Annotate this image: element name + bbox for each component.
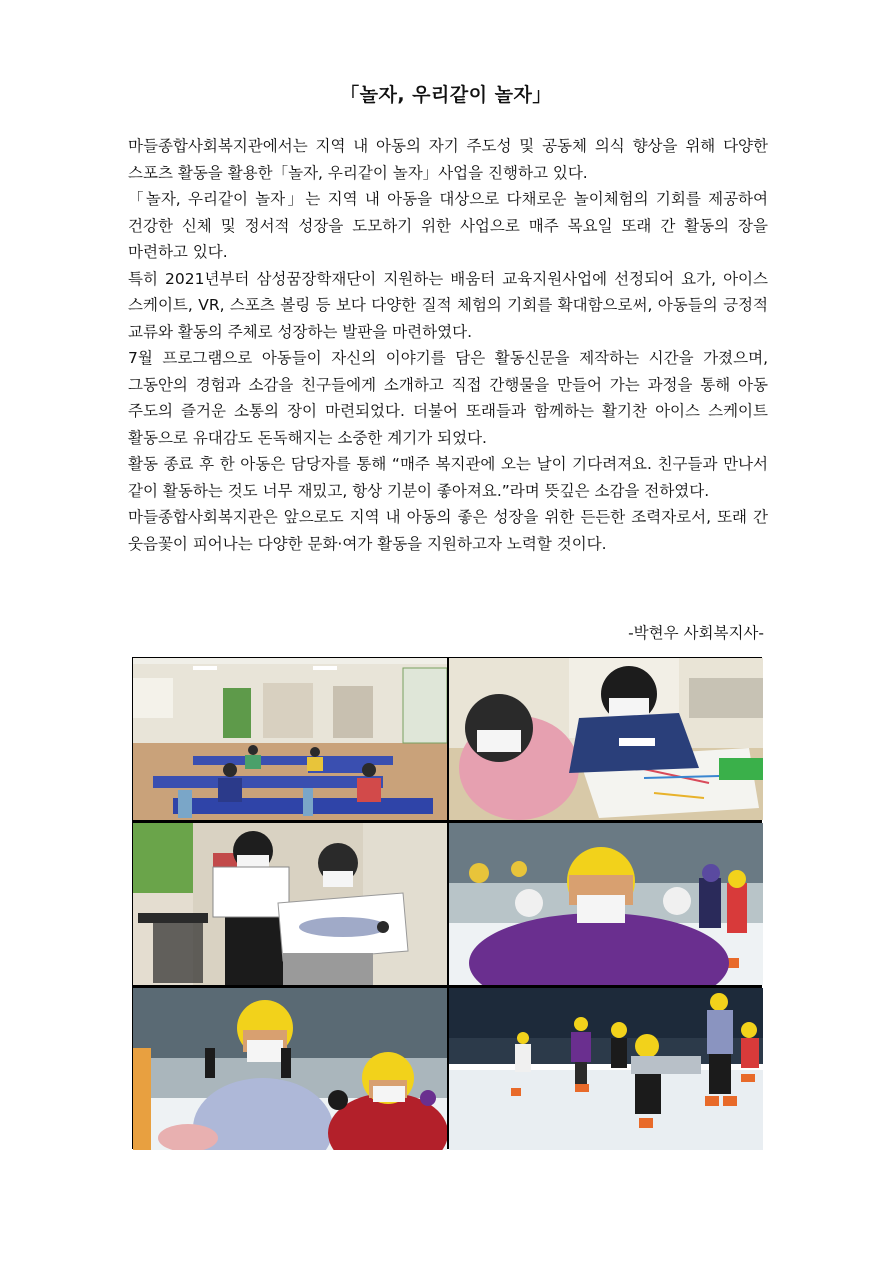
paragraph-quote: 활동 종료 후 한 아동은 담당자를 통해 “매주 복지관에 오는 날이 기다려져요. 친구들과 만나서 같이 활동하는 것도 너무 재밌고, 항상 기분이 좋아져요.”라며 뜻깊은 소감을 전하였다.: [128, 455, 768, 500]
paragraph-program: 「놀자, 우리같이 놀자」는 지역 내 아동을 대상으로 다채로운 놀이체험의 기회를 제공하여 건강한 신체 및 정서적 성장을 도모하기 위한 사업으로 매주 목요일 또래 간 활동의 장을 마련하고 있다.: [128, 190, 768, 261]
yoga-class-photo: [133, 658, 447, 820]
ice-rink-skating-group-photo: [449, 988, 763, 1150]
author-signature: -박현우 사회복지사-: [628, 624, 764, 642]
photo-grid: [132, 657, 762, 1149]
children-holding-newspaper-photo: [133, 823, 447, 985]
drawing-newspaper-photo: [449, 658, 763, 820]
ice-rink-purple-jacket-photo: [449, 823, 763, 985]
paragraph-july: 7월 프로그램으로 아동들이 자신의 이야기를 담은 활동신문을 제작하는 시간을 가졌으며, 그동안의 경험과 소감을 친구들에게 소개하고 직접 간행물을 만들어 가는 과정을 통해 아동 주도의 즐거운 소통의 장이 마련되었다. 더불어 또래들과 함께하는 활기찬 아이스 스케이트 활동으로 유대감도 돈독해지는 소중한 계기가 되었다.: [128, 349, 768, 447]
paragraph-2021: 특히 2021년부터 삼성꿈장학재단이 지원하는 배움터 교육지원사업에 선정되어 요가, 아이스 스케이트, VR, 스포츠 볼링 등 보다 다양한 질적 체험의 기회를 확대함으로써, 아동들의 긍정적 교류와 활동의 주체로 성장하는 발판을 마련하였다.: [128, 269, 768, 341]
document-title: 「놀자, 우리같이 놀자」: [340, 84, 552, 106]
paragraph-intro: 마들종합사회복지관에서는 지역 내 아동의 자기 주도성 및 공동체 의식 향상을 위해 다양한 스포츠 활동을 활용한「놀자, 우리같이 놀자」사업을 진행하고 있다.: [128, 137, 768, 182]
article-body: [128, 133, 768, 557]
paragraph-closing: 마들종합사회복지관은 앞으로도 지역 내 아동의 좋은 성장을 위한 든든한 조력자로서, 또래 간 웃음꽃이 피어나는 다양한 문화·여가 활동을 지원하고자 노력할 것이다.: [128, 508, 768, 553]
ice-rink-v-sign-photo: [133, 988, 447, 1150]
